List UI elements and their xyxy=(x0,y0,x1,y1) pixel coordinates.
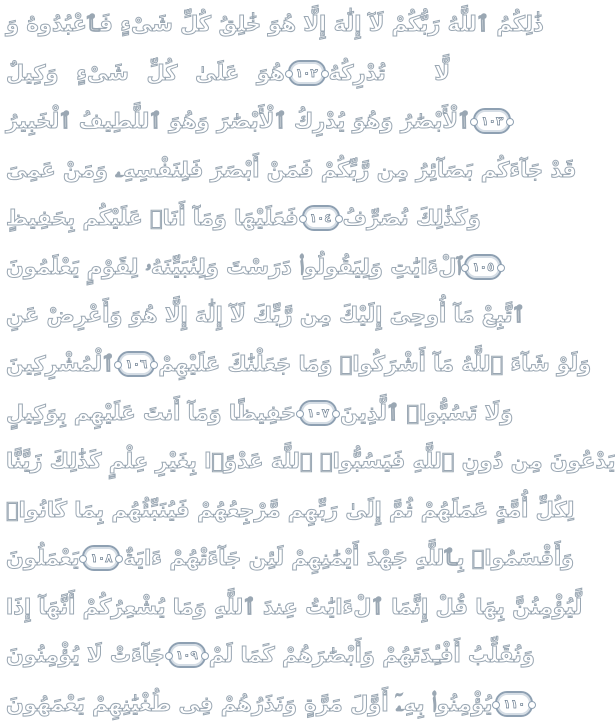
verse-text: قَدْ جَآءَكُم بَصَآئِرُ مِن رَّبِّكُمْ فَمَنْ أَبْصَرَ فَلِنَفْسِهِۦ وَمَنْ عَمِىَ xyxy=(6,157,577,182)
ayah-number: ١٠٧ xyxy=(307,405,330,420)
verse-text: ذَٰلِكُمُ ٱللَّهُ رَبُّكُمْ لَآ إِلَٰهَ إِلَّا هُوَ خَٰلِقُ كُلِّ شَىْءٍ فَٱعْبُدُوهُ وَ xyxy=(6,12,544,36)
ayah-number-marker xyxy=(302,205,340,231)
text-line xyxy=(6,101,504,141)
ayah-number: ١٠٩ xyxy=(175,648,198,663)
verse-text: لَّيُؤْمِنُنَّ بِهَا قُلْ إِنَّمَا ٱلْءَايَٰتُ عِندَ ٱللَّهِ وَمَا يُشْعِرُكُمْ أَنَّهَآ إِذَا xyxy=(6,594,583,619)
ayah-number-marker xyxy=(473,108,511,134)
ayah-number-marker xyxy=(168,642,206,668)
verse-text: لَّا تُدْرِكُهُ xyxy=(328,60,451,85)
verse-text: ٱتَّبِعْ مَآ أُوحِىَ إِلَيْكَ مِن رَّبِّكَ لَآ إِلَٰهَ إِلَّا هُوَ وَأَعْرِضْ عَنِ xyxy=(6,303,525,328)
ayah-number-marker xyxy=(117,351,155,377)
verse-text: وَلَا تَسُبُّوا۟ ٱلَّذِينَ xyxy=(340,400,514,425)
text-line xyxy=(6,684,526,724)
ayah-number-marker xyxy=(82,545,120,571)
text-line xyxy=(6,247,495,287)
text-line xyxy=(6,635,535,675)
ayah-number-marker xyxy=(288,60,326,86)
ayah-number: ١٠٣ xyxy=(481,114,504,129)
verse-text: لِكُلِّ أُمَّةٍ عَمَلَهُمْ ثُمَّ إِلَىٰ رَبِّهِم مَّرْجِعُهُمْ فَيُنَبِّئُهُم بِمَا كَانُوا۟ xyxy=(6,497,575,522)
text-line xyxy=(6,295,525,335)
ayah-number: ١٠٨ xyxy=(90,551,113,566)
ayah-number: ١٠٥ xyxy=(472,259,495,274)
verse-text: يَدْعُونَ مِن دُونِ ٱللَّهِ فَيَسُبُّوا۟ ٱللَّهَ عَدْوًۢا بِغَيْرِ عِلْمٍ كَذَٰلِكَ زَيَّنَّا xyxy=(6,449,615,474)
ayah-number: ١٠٤ xyxy=(309,211,332,226)
verse-text: حَفِيظًا وَمَآ أَنتَ عَلَيْهِم بِوَكِيلٍ xyxy=(6,400,297,425)
text-line xyxy=(6,490,575,530)
verse-text: جَآءَتْ لَا يُؤْمِنُونَ xyxy=(6,643,165,668)
ayah-number: ١٠٦ xyxy=(125,356,148,371)
verse-text: هُوَ عَلَىٰ كُلِّ شَىْءٍ وَكِيلٌ xyxy=(6,60,285,85)
verse-text: ٱلْمُشْرِكِينَ xyxy=(6,351,115,376)
text-line xyxy=(6,53,450,93)
ayah-number-marker xyxy=(299,400,337,426)
text-line xyxy=(6,344,592,384)
text-line xyxy=(6,587,583,627)
verse-text: يُؤْمِنُوا۟ بِهِۦٓ أَوَّلَ مَرَّةٍ وَنَذَرُهُمْ فِى طُغْيَٰنِهِمْ يَعْمَهُونَ xyxy=(6,691,493,716)
text-line xyxy=(6,393,514,433)
ayah-number-marker xyxy=(495,691,533,717)
text-line xyxy=(6,538,575,578)
verse-text: ٱلْءَايَٰتِ وَلِيَقُولُوا۟ دَرَسْتَ وَلِنُبَيِّنَهُۥ لِقَوْمٍ يَعْلَمُونَ xyxy=(6,254,462,279)
verse-text: يَعْمَلُونَ xyxy=(6,546,80,571)
text-line xyxy=(6,441,615,481)
ayah-number: ١٠٢ xyxy=(295,65,318,80)
ayah-number: ١١٠ xyxy=(503,696,526,711)
verse-text: وَكَذَٰلِكَ نُصَرِّفُ xyxy=(342,206,481,231)
verse-text: وَلَوْ شَآءَ ٱللَّهُ مَآ أَشْرَكُوا۟ وَمَا جَعَلْنَٰكَ عَلَيْهِمْ xyxy=(158,351,592,376)
verse-text: وَنُقَلِّبُ أَفْـِٔدَتَهُمْ وَأَبْصَٰرَهُمْ كَمَا لَمْ xyxy=(208,643,535,668)
ayah-number-marker xyxy=(464,254,502,280)
verse-text: وَأَقْسَمُوا۟ بِٱللَّهِ جَهْدَ أَيْمَٰنِهِمْ لَئِن جَآءَتْهُمْ ءَايَةٌ xyxy=(123,546,575,571)
text-line xyxy=(6,198,481,238)
text-line xyxy=(6,4,544,44)
verse-text: فَعَلَيْهَا وَمَآ أَنَا۠ عَلَيْكُم بِحَفِيظٍ xyxy=(6,206,299,231)
text-line xyxy=(6,150,577,190)
verse-text: ٱلْأَبْصَٰرُ وَهُوَ يُدْرِكُ ٱلْأَبْصَٰرَ وَهُوَ ٱللَّطِيفُ ٱلْخَبِيرُ xyxy=(6,109,471,134)
